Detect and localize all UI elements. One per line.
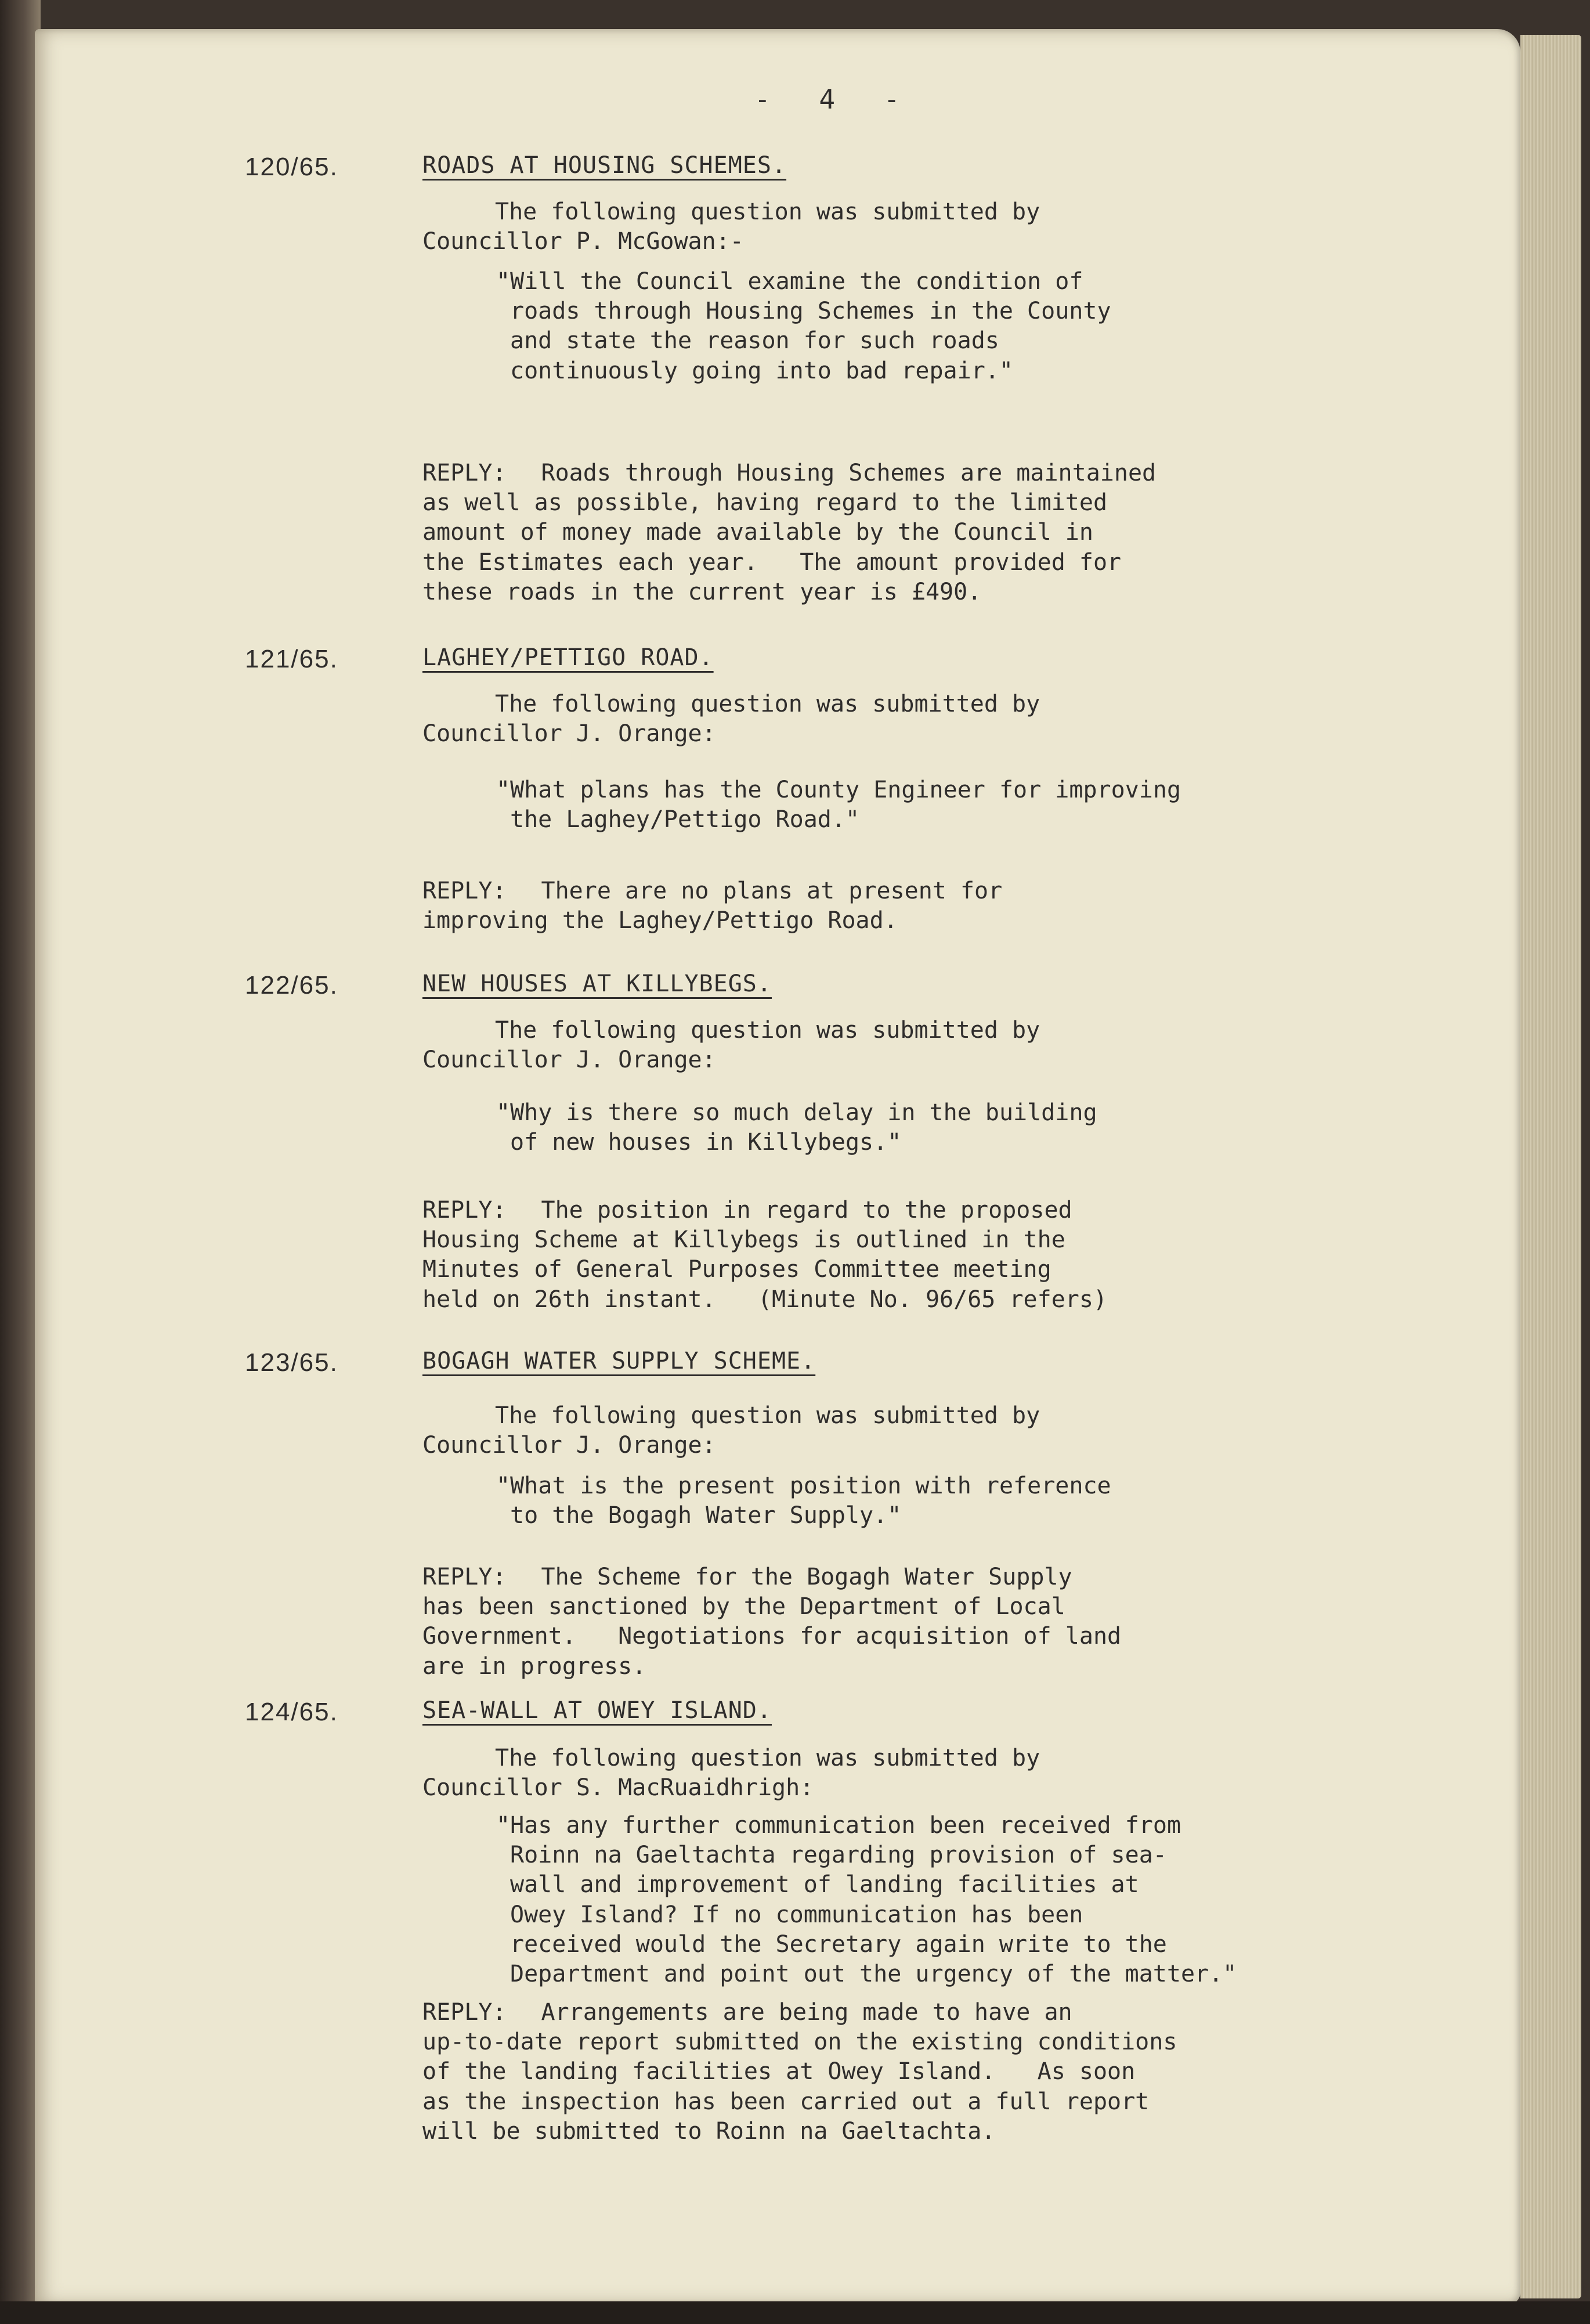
- question-text: [496, 775, 1541, 835]
- reply-text: [422, 876, 1467, 936]
- item-title: ROADS AT HOUSING SCHEMES.: [422, 152, 787, 179]
- question-line: and state the reason for such roads: [510, 327, 999, 355]
- item-title: LAGHEY/PETTIGO ROAD.: [422, 644, 714, 671]
- page-number: - 4 -: [754, 84, 916, 115]
- reply-line: The Scheme for the Bogagh Water Supply: [541, 1564, 1072, 1590]
- intro-line: The following question was submitted by: [495, 199, 1040, 225]
- reply-label: REPLY:: [422, 1564, 507, 1590]
- reply-line: of the landing facilities at Owey Island. As soon: [422, 2058, 1136, 2085]
- question-line: continuously going into bad repair.": [510, 357, 1013, 384]
- intro-line: Councillor P. McGowan:-: [422, 228, 744, 255]
- intro-line: Councillor J. Orange:: [422, 1432, 716, 1459]
- reply-line: will be submitted to Roinn na Gaeltachta.: [422, 2117, 996, 2145]
- reply-line: has been sanctioned by the Department of Local: [422, 1593, 1065, 1621]
- intro-line: Councillor S. MacRuaidhrigh:: [422, 1774, 814, 1802]
- reply-line: Minutes of General Purposes Committee meeting: [422, 1256, 1051, 1283]
- question-text: [496, 1811, 1541, 1989]
- item-title: NEW HOUSES AT KILLYBEGS.: [422, 970, 772, 997]
- item-title: BOGAGH WATER SUPPLY SCHEME.: [422, 1348, 816, 1374]
- intro-line: The following question was submitted by: [495, 1017, 1040, 1044]
- item-number: 123/65.: [245, 1348, 338, 1377]
- question-line: the Laghey/Pettigo Road.": [510, 806, 860, 833]
- reply-text: [422, 1998, 1467, 2146]
- question-line: Department and point out the urgency of the matter.": [510, 1960, 1237, 1987]
- reply-line: Housing Scheme at Killybegs is outlined in the: [422, 1226, 1065, 1254]
- reply-line: the Estimates each year. The amount provided for: [422, 548, 1122, 576]
- reply-line: as well as possible, having regard to the limited: [422, 489, 1108, 517]
- question-line: "Has any further communication been received from: [496, 1812, 1181, 1839]
- question-line: "What is the present position with reference: [496, 1473, 1111, 1499]
- item-title: SEA-WALL AT OWEY ISLAND.: [422, 1697, 772, 1724]
- reply-label: REPLY:: [422, 460, 507, 486]
- item-intro: [422, 1016, 1409, 1075]
- question-line: "Will the Council examine the condition of: [496, 268, 1083, 295]
- question-text: [496, 1471, 1541, 1531]
- reply-line: Government. Negotiations for acquisition of land: [422, 1623, 1122, 1650]
- intro-line: The following question was submitted by: [495, 691, 1040, 717]
- question-line: of new houses in Killybegs.": [510, 1129, 902, 1156]
- question-line: Roinn na Gaeltachta regarding provision of sea-: [510, 1842, 1167, 1869]
- item-intro: [422, 197, 1409, 257]
- reply-line: up-to-date report submitted on the existing conditions: [422, 2029, 1177, 2056]
- intro-line: Councillor J. Orange:: [422, 1046, 716, 1074]
- intro-line: The following question was submitted by: [495, 1745, 1040, 1771]
- reply-line: Arrangements are being made to have an: [541, 1999, 1072, 2026]
- item-number: 120/65.: [245, 153, 338, 181]
- item-intro: [422, 690, 1409, 749]
- reply-line: Roads through Housing Schemes are maintained: [541, 460, 1157, 486]
- reply-text: [422, 459, 1467, 607]
- item-number: 121/65.: [245, 645, 338, 673]
- question-line: "Why is there so much delay in the building: [496, 1099, 1097, 1126]
- background-strip: [0, 2301, 1590, 2324]
- item-number: 122/65.: [245, 971, 338, 999]
- item-intro: [422, 1744, 1409, 1803]
- item-intro: [422, 1401, 1409, 1460]
- reply-line: held on 26th instant. (Minute No. 96/65 refers): [422, 1286, 1108, 1313]
- question-line: "What plans has the County Engineer for improving: [496, 777, 1181, 803]
- question-line: wall and improvement of landing facilities at: [510, 1871, 1139, 1899]
- question-line: received would the Secretary again write to the: [510, 1930, 1167, 1958]
- question-line: to the Bogagh Water Supply.": [510, 1502, 902, 1529]
- question-line: Owey Island? If no communication has been: [510, 1901, 1083, 1928]
- reply-line: as the inspection has been carried out a full report: [422, 2088, 1150, 2115]
- intro-line: The following question was submitted by: [495, 1402, 1040, 1429]
- question-line: roads through Housing Schemes in the County: [510, 298, 1111, 325]
- intro-line: Councillor J. Orange:: [422, 720, 716, 748]
- reply-label: REPLY:: [422, 1197, 507, 1224]
- question-text: [496, 1098, 1541, 1157]
- reply-text: [422, 1562, 1467, 1681]
- page-content: [35, 29, 1520, 2304]
- reply-text: [422, 1196, 1467, 1315]
- reply-label: REPLY:: [422, 878, 507, 904]
- reply-line: these roads in the current year is £490.: [422, 578, 982, 605]
- question-text: [496, 267, 1541, 386]
- reply-line: are in progress.: [422, 1652, 646, 1680]
- reply-line: amount of money made available by the Council in: [422, 519, 1093, 546]
- reply-line: There are no plans at present for: [541, 878, 1003, 904]
- reply-line: The position in regard to the proposed: [541, 1197, 1072, 1224]
- document-page: [35, 29, 1520, 2304]
- item-number: 124/65.: [245, 1698, 338, 1726]
- reply-line: improving the Laghey/Pettigo Road.: [422, 907, 898, 934]
- reply-label: REPLY:: [422, 1999, 507, 2026]
